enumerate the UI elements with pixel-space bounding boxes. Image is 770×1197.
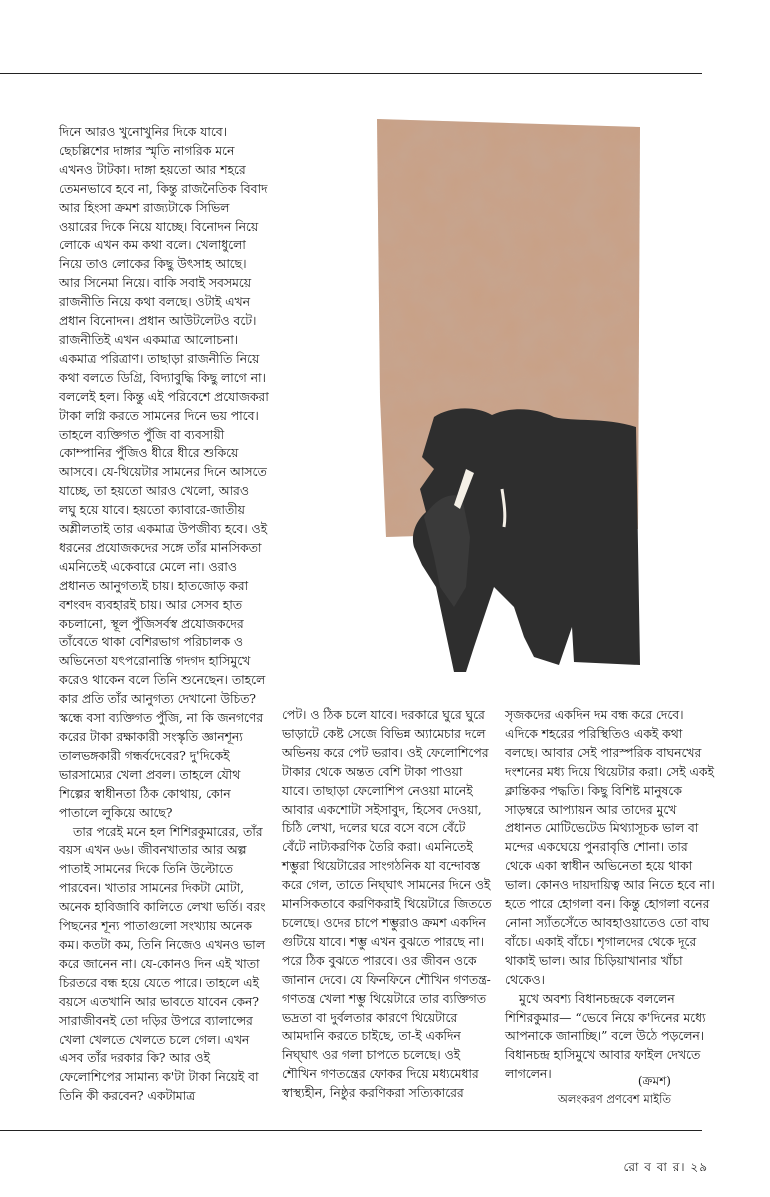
article-column-2 bbox=[282, 706, 492, 1103]
paragraph: দিনে আরও খুনোখুনির দিকে যাবে। ছেচল্লিশের দাঙ্গার স্মৃতি নাগরিক মনে এখনও টাটকা। দাঙ্গা হয়তো আর শহরে তেমনভাবে হবে না, কিন্তু রাজনৈতিক বিবাদ আর হিংসা ক্রমশ রাজ্যটাকে সিভিল ওয়ারের দিকে নিয়ে যাচ্ছে। বিনোদন নিয়ে লোকে এখন কম কথা বলে। খেলাধুলো নিয়ে তাও লোকের কিছু উৎসাহ আছে। আর সিনেমা নিয়ে। বাকি সবাই সবসময়ে রাজনীতি নিয়ে কথা বলছে। ওটাই এখন প্রধান বিনোদন। প্রধান আউটলেটও বটে। রাজনীতিই এখন একমাত্র আলোচনা। একমাত্র পরিত্রাণ। তাছাড়া রাজনীতি নিয়ে কথা বলতে ডিগ্রি, বিদ্যাবুদ্ধি কিছু লাগে না। বললেই হল। কিন্তু এই পরিবেশে প্রযোজকরা টাকা লগ্নি করতে সামনের দিনে ভয় পাবে। তাহলে ব্যক্তিগত পুঁজি বা ব্যবসায়ী কোম্পানির পুঁজিও ধীরে ধীরে শুকিয়ে আসবে। যে-থিয়েটার সামনের দিনে আসতে যাচ্ছে, তা হয়তো আরও খেলো, আরও লঘু হয়ে যাবে। হয়তো ক্যাবারে-জাতীয় অশ্লীলতাই তার একমাত্র উপজীব্য হবে। ওই ধরনের প্রযোজকদের সঙ্গে তাঁর মানসিকতা এমনিতেই একেবারে মেলে না। ওরাও প্রধানত আনুগত্যই চায়। হাতজোড় করা বশংবদ ব্যবহারই চায়। আর সেসব হাত কচলানো, স্থূল পুঁজিসর্বস্ব প্রযোজকদের তাঁবেতে থাকা বেশিরভাগ পরিচালক ও অভিনেতা যৎপরোনাস্তি গদগদ হাসিমুখে করেও থাকেন বলে তিনি শুনেছেন। তাহলে কার প্রতি তাঁর আনুগত্য দেখানো উচিত? স্কন্ধে বসা ব্যক্তিগত পুঁজি, না কি জনগণের করের টাকা রক্ষাকারী সংস্কৃতি জ্ঞানশূন্য তালভঙ্গকারী গন্ধর্বদেবের? দু'দিকেই ভারসাম্যের খেলা প্রবল। তাহলে যৌথ শিল্পের স্বাধীনতা ঠিক কোথায়, কোন পাতালে লুকিয়ে আছে? bbox=[59, 125, 269, 820]
article-column-3 bbox=[505, 706, 715, 1084]
thinking-man-silhouette-icon bbox=[374, 117, 642, 672]
article-column-1 bbox=[59, 123, 269, 1106]
illustration-svg bbox=[374, 117, 642, 672]
illustration-credit: অলংকরণ প্রণবেশ মাইতি bbox=[557, 1092, 671, 1106]
to-be-continued: (ক্রমশ) bbox=[637, 1074, 671, 1088]
paragraph: সৃজকদের একদিন দম বন্ধ করে দেবে। এদিকে শহরের পরিস্থিতিও একই কথা বলছে। আবার সেই পারস্পরিক বাঘনখের দংশনের মধ্য দিয়ে থিয়েটার করা। সেই একই ক্লান্তিকর পদ্ধতি। কিছু বিশিষ্ট মানুষকে সাড়ম্বরে আপ্যায়ন আর তাদের মুখে প্রধানত মোটিভেটেড মিথ্যাসূচক ভাল বা মন্দের একঘেয়ে পুনরাবৃত্তি শোনা। তার থেকে একা স্বাধীন অভিনেতা হয়ে থাকা ভাল। কোনও দায়দায়িত্ব আর নিতে হবে না। হতে পারে হোগলা বন। কিন্তু হোগলা বনের নোনা স্যাঁতসেঁতে আবহাওয়াতেও তো বাঘ বাঁচে। একাই বাঁচে। শৃগালদের থেকে দূরে থাকাই ভাল। আর চিড়িয়াখানার খাঁচা থেকেও। bbox=[505, 708, 715, 987]
paragraph: মুখে অবশ্য বিধানচন্দ্রকে বললেন শিশিরকুমার— “ভেবে নিয়ে ক'দিনের মধ্যে আপনাকে জানাচ্ছি।” বলে উঠে পড়লেন। বিধানচন্দ্র হাসিমুখে আবার ফাইল দেখতে লাগলেন। bbox=[505, 991, 706, 1082]
bottom-rule bbox=[0, 1130, 702, 1131]
page-folio: রো ব বা র। ২৯ bbox=[623, 1160, 708, 1174]
top-rule bbox=[0, 73, 702, 74]
paragraph: পেট। ও ঠিক চলে যাবে। দরকারে ঘুরে ঘুরে ভাড়াটে কেষ্ট সেজে বিভিন্ন অ্যামেচার দলে অভিনয় করে পেট ভরাব। ওই ফেলোশিপের টাকার থেকে অন্তত বেশি টাকা পাওয়া যাবে। তাছাড়া ফেলোশিপ নেওয়া মানেই আবার একশোটা সইসাবুদ, হিসেব দেওয়া, চিঠি লেখা, দলের ঘরে বসে বসে বেঁটে বেঁটে নাট্যকরণিক তৈরি করা। এমনিতেই শম্ভুরা থিয়েটারের সাংগঠনিক যা বন্দোবস্ত করে গেল, তাতে নিঘ্ঘাৎ সামনের দিনে ওই মানসিকতাবে করণিকরাই থিয়েটারে জিততে চলেছে। ওদের চাপে শম্ভুরাও ক্রমশ একদিন গুটিয়ে যাবে। শম্ভু এখন বুঝতে পারছে না। পরে ঠিক বুঝতে পারবে। ওর জীবন ওকে জানান দেবে। যে ফিনফিনে শৌখিন গণতন্ত্র-গণতন্ত্র খেলা শম্ভু থিয়েটারে তার ব্যক্তিগত ভদ্রতা বা দুর্বলতার কারণে থিয়েটারে আমদানি করতে চাইছে, তা-ই একদিন নিঘ্ঘাৎ ওর গলা চাপতে চলেছে। ওই শৌখিন গণতন্ত্রের ফোকর দিয়ে মধ্যমেধার স্বাস্থ্যহীন, নিষ্ঠুর করণিকরা সত্যিকারের bbox=[282, 708, 492, 1101]
paragraph: তার পরেই মনে হল শিশিরকুমারের, তাঁর বয়স এখন ৬৬। জীবনখাতার আর অল্প পাতাই সামনের দিকে তিনি উল্টোতে পারবেন। খাতার সামনের দিকটা মোটা, অনেক হাবিজাবি কালিতে লেখা ভর্তি। বরং পিছনের শূন্য পাতাগুলো সংখ্যায় অনেক কম। কতটা কম, তিনি নিজেও এখনও ভাল করে জানেন না। যে-কোনও দিন এই খাতা চিরতরে বন্ধ হয়ে যেতে পারে। তাহলে এই বয়সে এতখানি আর ভাবতে যাবেন কেন? সারাজীবনই তো দড়ির উপরে ব্যালান্সের খেলা খেলতে খেলতে চলে গেল। এখন এসব তাঁর দরকার কি? আর ওই ফেলোশিপের সামান্য ক'টা টাকা নিয়েই বা তিনি কী করবেন? একটামাত্র bbox=[59, 824, 266, 1104]
